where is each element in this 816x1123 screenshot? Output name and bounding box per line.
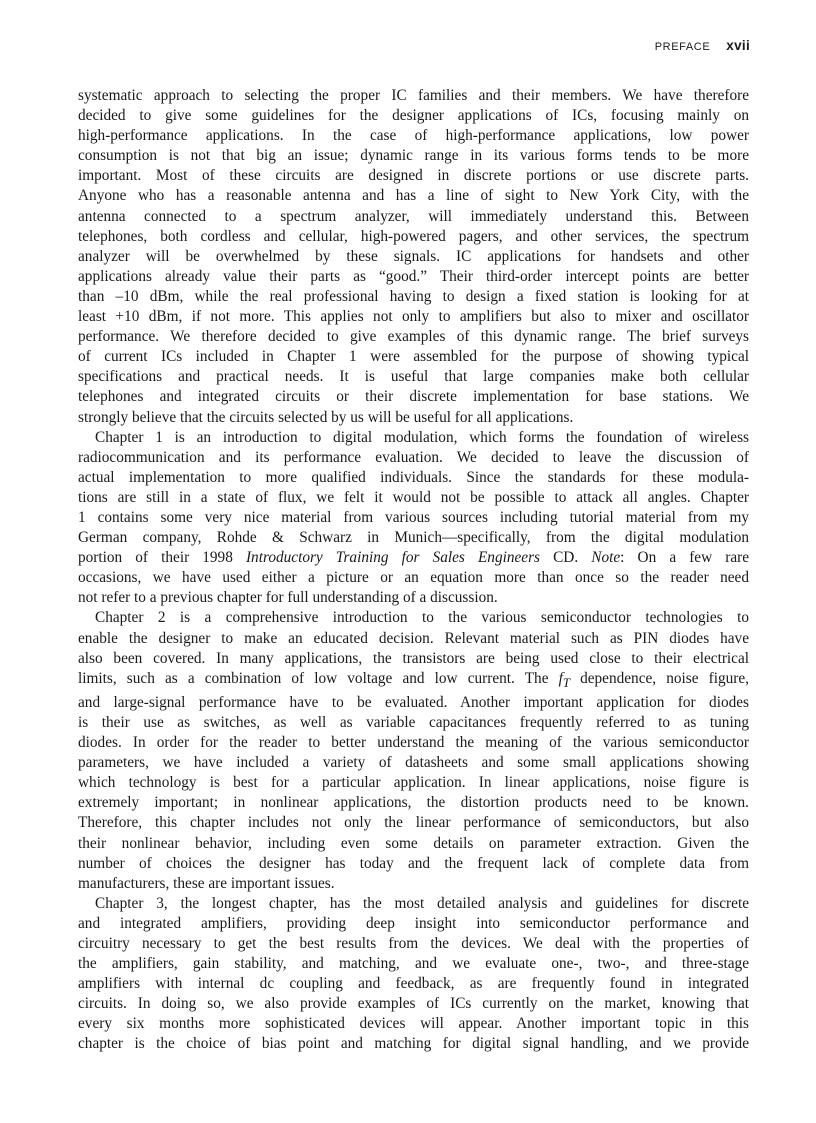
- text-line: chapter is the choice of bias point and matching for digital signal handling, and we provide: [78, 1035, 749, 1053]
- page-number: xvii: [726, 38, 750, 53]
- text-line: manufacturers, these are important issues.: [78, 874, 335, 892]
- text-line: telephones, both cordless and cellular, high-powered pagers, and other services, the spectrum: [78, 227, 749, 245]
- text-line: 1 contains some very nice material from various sources including tutorial material from my: [78, 508, 749, 526]
- text-line: specifications and practical needs. It is useful that large companies make both cellular: [78, 368, 749, 386]
- text-line: [78, 548, 749, 568]
- text-line: [78, 428, 749, 448]
- text-line: least +10 dBm, if not more. This applies not only to amplifiers but also to mixer and oscillator: [78, 308, 749, 326]
- text-line: [78, 669, 749, 693]
- text-line: than –10 dBm, while the real professional having to design a fixed station is looking for at: [78, 287, 749, 305]
- text-line: Anyone who has a reasonable antenna and has a line of sight to New York City, with the: [78, 187, 749, 205]
- text-line: [78, 894, 749, 914]
- line-text: Chapter 2 is a comprehensive introduction to the various semiconductor technologies to: [95, 609, 749, 627]
- text-line: enable the designer to make an educated decision. Relevant material such as PIN diodes have: [78, 629, 749, 647]
- text-line: every six months more sophisticated devices will appear. Another important topic in this: [78, 1015, 749, 1033]
- note-label: Note: [591, 549, 621, 567]
- text-line: performance. We therefore decided to give examples of this dynamic range. The brief surveys: [78, 328, 749, 346]
- paragraph: [78, 86, 749, 428]
- text-line: Therefore, this chapter includes not only the linear performance of semiconductors, but also: [78, 814, 749, 832]
- text-line: which technology is best for a particular application. In linear applications, noise figure is: [78, 774, 749, 792]
- text-line: also been covered. In many applications, the transistors are being used close to their electrical: [78, 649, 749, 667]
- text-line: and integrated amplifiers, providing deep insight into semiconductor performance and: [78, 914, 749, 932]
- text-line: diodes. In order for the reader to better understand the meaning of the various semiconductor: [78, 734, 749, 752]
- text-line: occasions, we have used either a picture or an equation more than once so the reader need: [78, 569, 749, 587]
- line-text: portion of their 1998: [78, 549, 246, 567]
- text-line: systematic approach to selecting the proper IC families and their members. We have therefore: [78, 87, 749, 104]
- paragraph: [78, 894, 749, 1055]
- text-line: their nonlinear behavior, including even some details on parameter extraction. Given the: [78, 834, 749, 852]
- text-line: amplifiers with internal dc coupling and feedback, as are frequently found in integrated: [78, 975, 749, 993]
- text-line: German company, Rohde & Schwarz in Munich—specifically, from the digital modulation: [78, 529, 749, 547]
- line-text: Chapter 1 is an introduction to digital modulation, which forms the foundation of wireless: [95, 428, 749, 446]
- line-text: dependence, noise figure,: [569, 669, 749, 687]
- text-line: and large-signal performance have to be evaluated. Another important application for diodes: [78, 693, 749, 711]
- paragraph: [78, 608, 749, 893]
- text-line: consumption is not that big an issue; dynamic range in its various forms tends to be more: [78, 147, 749, 165]
- text-line: strongly believe that the circuits selected by us will be useful for all applications.: [78, 408, 574, 426]
- text-line: actual implementation to more qualified individuals. Since the standards for these modula-: [78, 468, 749, 486]
- running-header: [655, 38, 750, 53]
- text-line: analyzer will be overwhelmed by these signals. IC applications for handsets and other: [78, 247, 749, 265]
- symbol-f: f: [558, 669, 563, 687]
- text-line: not refer to a previous chapter for full understanding of a discussion.: [78, 589, 498, 607]
- line-text: : On a few rare: [620, 549, 749, 567]
- paragraph: [78, 428, 749, 609]
- text-line: important. Most of these circuits are designed in discrete portions or use discrete parts.: [78, 167, 749, 185]
- symbol-subscript: T: [562, 675, 570, 690]
- section-title: PREFACE: [654, 41, 711, 53]
- line-text: CD.: [539, 549, 592, 567]
- text-line: extremely important; in nonlinear applications, the distortion products need to be known.: [78, 794, 749, 812]
- text-line: of current ICs included in Chapter 1 were assembled for the purpose of showing typical: [78, 348, 749, 366]
- text-line: decided to give some guidelines for the designer applications of ICs, focusing mainly on: [78, 107, 749, 125]
- text-line: tions are still in a state of flux, we felt it would not be possible to attack all angles. Chapter: [78, 488, 749, 506]
- text-line: is their use as switches, as well as variable capacitances frequently referred to as tuning: [78, 713, 749, 731]
- text-line: number of choices the designer has today and the frequent lack of complete data from: [78, 854, 749, 872]
- text-line: parameters, we have included a variety of datasheets and some small applications showing: [78, 754, 749, 772]
- body-text: [78, 86, 749, 1055]
- text-line: antenna connected to a spectrum analyzer, will immediately understand this. Between: [78, 207, 749, 225]
- line-text: Chapter 3, the longest chapter, has the most detailed analysis and guidelines for discrete: [95, 894, 749, 912]
- text-line: telephones and integrated circuits or their discrete implementation for base stations. We: [78, 388, 749, 406]
- text-line: circuits. In doing so, we also provide examples of ICs currently on the market, knowing that: [78, 995, 749, 1013]
- text-line: the amplifiers, gain stability, and matching, and we evaluate one-, two-, and three-stage: [78, 955, 749, 973]
- text-line: [78, 608, 749, 628]
- cd-title: Introductory Training for Sales Engineers: [245, 549, 540, 567]
- text-line: high-performance applications. In the case of high-performance applications, low power: [78, 127, 749, 145]
- line-text: limits, such as a combination of low voltage and low current. The: [78, 669, 559, 687]
- text-line: radiocommunication and its performance evaluation. We decided to leave the discussion of: [78, 448, 749, 466]
- text-line: applications already value their parts as “good.” Their third-order intercept points are better: [78, 267, 749, 285]
- text-line: circuitry necessary to get the best results from the devices. We deal with the properties of: [78, 934, 749, 952]
